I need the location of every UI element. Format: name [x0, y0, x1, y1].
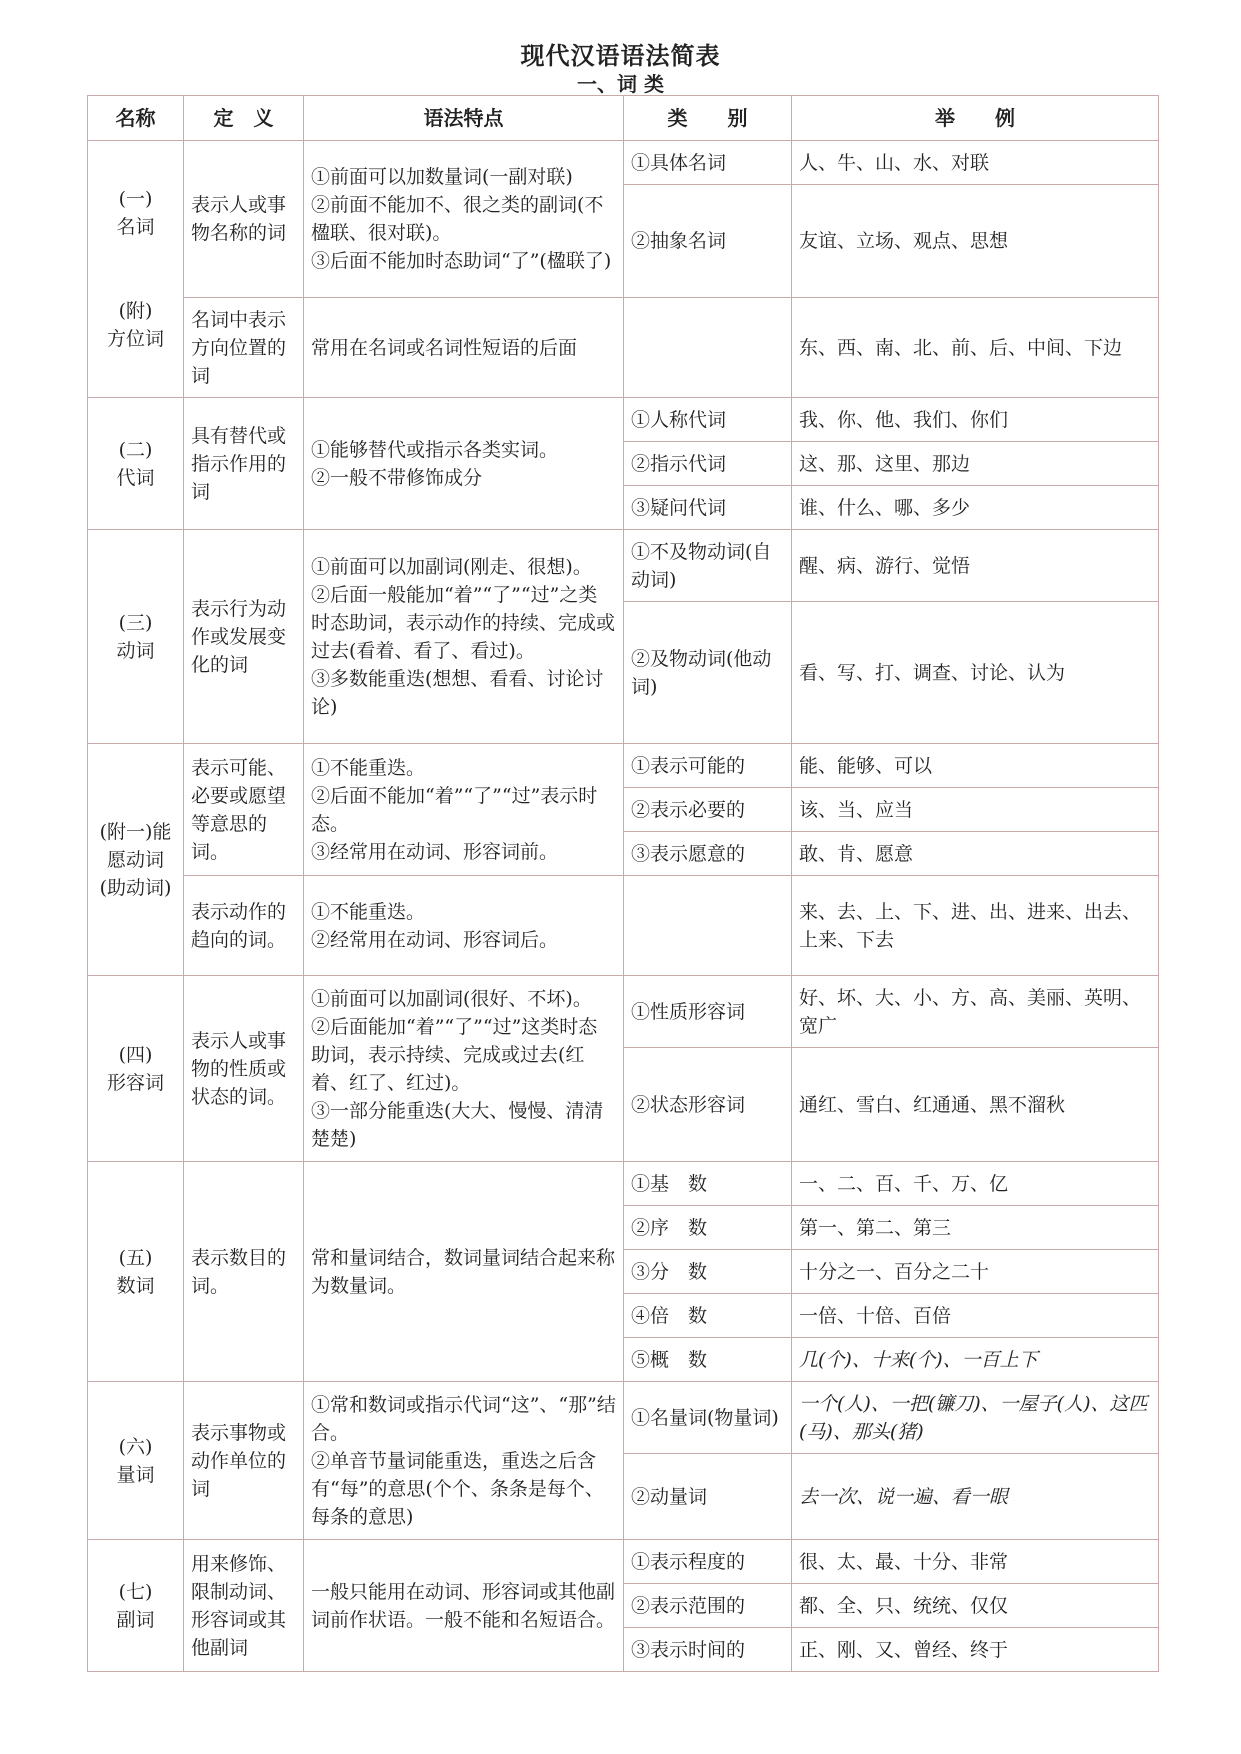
- section-subtitle: 一、词 类: [577, 72, 664, 96]
- features-cell: ①不能重迭。 ②经常用在动词、形容词后。: [304, 876, 624, 976]
- table-row: [88, 530, 1159, 602]
- category-cell: ④倍 数: [624, 1294, 792, 1338]
- example-cell: 我、你、他、我们、你们: [792, 398, 1159, 442]
- category-cell: ②指示代词: [624, 442, 792, 486]
- features-cell: ①不能重迭。 ②后面不能加“着”“了”“过”表示时态。 ③经常用在动词、形容词前。: [304, 744, 624, 876]
- example-cell: 都、全、只、统统、仅仅: [792, 1584, 1159, 1628]
- category-cell: ②动量词: [624, 1454, 792, 1540]
- definition-cell: 名词中表示方向位置的词: [184, 298, 304, 398]
- example-cell: 能、能够、可以: [792, 744, 1159, 788]
- category-cell: ③表示愿意的: [624, 832, 792, 876]
- definition-cell: 表示事物或动作单位的词: [184, 1382, 304, 1540]
- table-row: [88, 1382, 1159, 1454]
- name-cell-adjective: (四) 形容词: [88, 976, 184, 1162]
- category-cell: ②抽象名词: [624, 185, 792, 298]
- category-cell-empty: [624, 298, 792, 398]
- example-cell: 看、写、打、调查、讨论、认为: [792, 602, 1159, 744]
- category-cell-empty: [624, 876, 792, 976]
- definition-cell: 表示动作的趋向的词。: [184, 876, 304, 976]
- example-cell: 第一、第二、第三: [792, 1206, 1159, 1250]
- name-cell-pronoun: (二) 代词: [88, 398, 184, 530]
- features-cell: 常和量词结合，数词量词结合起来称为数量词。: [304, 1162, 624, 1382]
- category-cell: ①表示程度的: [624, 1540, 792, 1584]
- category-cell: ③疑问代词: [624, 486, 792, 530]
- name-cell-adverb: (七) 副词: [88, 1540, 184, 1672]
- grammar-table: [87, 95, 1159, 1672]
- category-cell: ①名量词(物量词): [624, 1382, 792, 1454]
- table-row: [88, 744, 1159, 788]
- example-cell: 十分之一、百分之二十: [792, 1250, 1159, 1294]
- category-cell: ②表示必要的: [624, 788, 792, 832]
- definition-cell: 表示人或事物名称的词: [184, 141, 304, 298]
- category-cell: ①性质形容词: [624, 976, 792, 1048]
- name-cell-modal: (附一)能愿动词(助动词): [88, 744, 184, 976]
- example-cell: 这、那、这里、那边: [792, 442, 1159, 486]
- table-row: [88, 298, 1159, 398]
- example-cell: 人、牛、山、水、对联: [792, 141, 1159, 185]
- category-cell: ③分 数: [624, 1250, 792, 1294]
- definition-cell: 具有替代或指示作用的词: [184, 398, 304, 530]
- header-examples: 举 例: [792, 96, 1159, 141]
- definition-cell: 表示行为动作或发展变化的词: [184, 530, 304, 744]
- features-cell: ①前面可以加数量词(一副对联) ②前面不能加不、很之类的副词(不楹联、很对联)。 ③后面不能加时态助词“了”(楹联了): [304, 141, 624, 298]
- name-cell-measure: (六) 量词: [88, 1382, 184, 1540]
- category-cell: ①人称代词: [624, 398, 792, 442]
- features-cell: ①前面可以加副词(刚走、很想)。 ②后面一般能加“着”“了”“过”之类时态助词，表示动作的持续、完成或过去(看着、看了、看过)。 ③多数能重迭(想想、看看、讨论讨论): [304, 530, 624, 744]
- definition-cell: 用来修饰、限制动词、形容词或其他副词: [184, 1540, 304, 1672]
- example-cell: 谁、什么、哪、多少: [792, 486, 1159, 530]
- table-row: [88, 976, 1159, 1048]
- example-cell: 一倍、十倍、百倍: [792, 1294, 1159, 1338]
- features-cell: 常用在名词或名词性短语的后面: [304, 298, 624, 398]
- features-cell: ①能够替代或指示各类实词。 ②一般不带修饰成分: [304, 398, 624, 530]
- category-cell: ②表示范围的: [624, 1584, 792, 1628]
- header-features: 语法特点: [304, 96, 624, 141]
- category-cell: ②状态形容词: [624, 1048, 792, 1162]
- table-row: [88, 1540, 1159, 1584]
- category-cell: ②及物动词(他动词): [624, 602, 792, 744]
- table-row: [88, 398, 1159, 442]
- header-category: 类 别: [624, 96, 792, 141]
- features-cell: ①前面可以加副词(很好、不坏)。 ②后面能加“着”“了”“过”这类时态助词，表示持续、完成或过去(红着、红了、红过)。 ③一部分能重迭(大大、慢慢、清清楚楚): [304, 976, 624, 1162]
- name-cell-numeral: (五) 数词: [88, 1162, 184, 1382]
- features-cell: ①常和数词或指示代词“这”、“那”结合。 ②单音节量词能重迭，重迭之后含有“每”的意思(个个、条条是每个、每条的意思): [304, 1382, 624, 1540]
- example-cell: 醒、病、游行、觉悟: [792, 530, 1159, 602]
- table-row: [88, 1162, 1159, 1206]
- example-cell: 一个(人)、一把(镰刀)、一屋子(人)、这匹(马)、那头(猪): [792, 1382, 1159, 1454]
- table-row: [88, 141, 1159, 185]
- category-cell: ②序 数: [624, 1206, 792, 1250]
- example-cell: 东、西、南、北、前、后、中间、下边: [792, 298, 1159, 398]
- page-title: 现代汉语语法简表: [520, 42, 721, 70]
- example-cell: 正、刚、又、曾经、终于: [792, 1628, 1159, 1672]
- category-cell: ①表示可能的: [624, 744, 792, 788]
- example-cell: 去一次、说一遍、看一眼: [792, 1454, 1159, 1540]
- table-row: [88, 876, 1159, 976]
- name-cell-noun: (一) 名词 (附) 方位词: [88, 141, 184, 398]
- header-definition: 定 义: [184, 96, 304, 141]
- category-cell: ①基 数: [624, 1162, 792, 1206]
- example-cell: 来、去、上、下、进、出、进来、出去、上来、下去: [792, 876, 1159, 976]
- category-cell: ③表示时间的: [624, 1628, 792, 1672]
- example-cell: 几(个)、十来(个)、一百上下: [792, 1338, 1159, 1382]
- header-row: [88, 96, 1159, 141]
- definition-cell: 表示人或事物的性质或状态的词。: [184, 976, 304, 1162]
- example-cell: 好、坏、大、小、方、高、美丽、英明、宽广: [792, 976, 1159, 1048]
- definition-cell: 表示数目的词。: [184, 1162, 304, 1382]
- definition-cell: 表示可能、必要或愿望等意思的词。: [184, 744, 304, 876]
- category-cell: ①具体名词: [624, 141, 792, 185]
- name-cell-verb: (三) 动词: [88, 530, 184, 744]
- example-cell: 很、太、最、十分、非常: [792, 1540, 1159, 1584]
- category-cell: ①不及物动词(自动词): [624, 530, 792, 602]
- example-cell: 该、当、应当: [792, 788, 1159, 832]
- example-cell: 敢、肯、愿意: [792, 832, 1159, 876]
- example-cell: 通红、雪白、红通通、黑不溜秋: [792, 1048, 1159, 1162]
- category-cell: ⑤概 数: [624, 1338, 792, 1382]
- example-cell: 友谊、立场、观点、思想: [792, 185, 1159, 298]
- example-cell: 一、二、百、千、万、亿: [792, 1162, 1159, 1206]
- header-name: 名称: [88, 96, 184, 141]
- features-cell: 一般只能用在动词、形容词或其他副词前作状语。一般不能和名短语合。: [304, 1540, 624, 1672]
